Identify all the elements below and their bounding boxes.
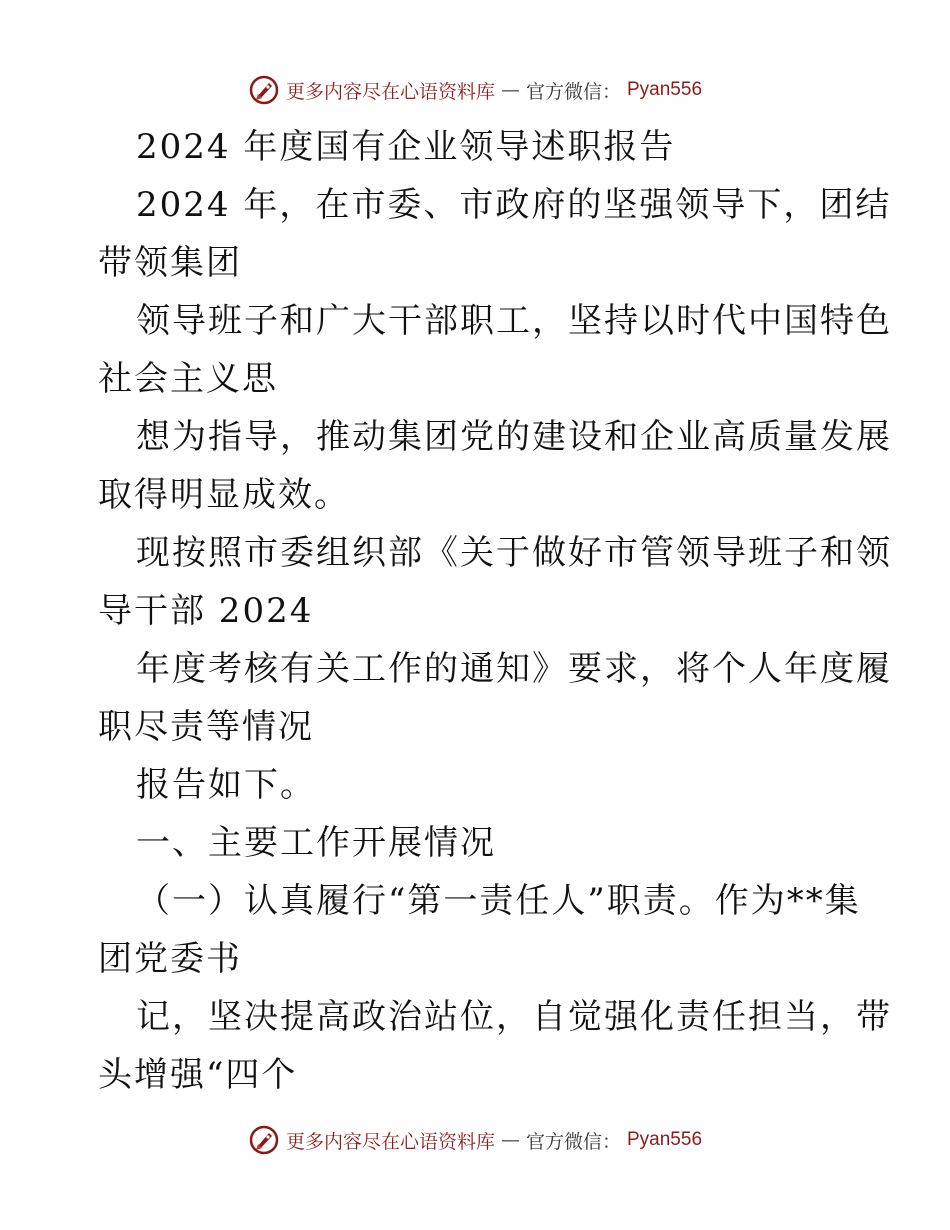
document-line: 头增强“四个 — [98, 1055, 298, 1095]
document-line: 社会主义思 — [98, 359, 278, 399]
pen-nib-logo-icon — [248, 1124, 280, 1156]
banner-official-label: 官方微信： — [525, 1130, 621, 1153]
document-line: 团党委书 — [98, 939, 242, 979]
header-banner — [0, 70, 950, 110]
banner-official-label: 官方微信： — [525, 80, 621, 103]
document-line: 导干部 2024 — [98, 591, 314, 631]
document-line: 想为指导，推动集团党的建设和企业高质量发展 — [136, 417, 892, 457]
document-line: 带领集团 — [98, 243, 242, 283]
document-line: 取得明显成效。 — [98, 475, 350, 515]
pen-nib-logo-icon — [248, 74, 280, 106]
banner-separator: — — [500, 79, 520, 101]
document-line: 领导班子和广大干部职工，坚持以时代中国特色 — [136, 301, 892, 341]
document-line: 2024 年度国有企业领导述职报告 — [136, 127, 676, 167]
banner-promo-text: 更多内容尽在心语资料库 — [285, 1130, 495, 1153]
document-line: 2024 年，在市委、市政府的坚强领导下，团结 — [136, 185, 892, 225]
document-line: （一）认真履行“第一责任人”职责。作为**集 — [136, 881, 861, 921]
document-line: 现按照市委组织部《关于做好市管领导班子和领 — [136, 533, 892, 573]
banner-wechat-id: Pyan556 — [627, 79, 703, 100]
document-body — [98, 118, 892, 1104]
banner-wechat-id: Pyan556 — [627, 1129, 703, 1150]
document-line: 报告如下。 — [136, 765, 316, 805]
banner-separator: — — [500, 1129, 520, 1151]
banner-promo-text: 更多内容尽在心语资料库 — [285, 80, 495, 103]
document-line: 一、主要工作开展情况 — [136, 823, 496, 863]
document-line: 年度考核有关工作的通知》要求，将个人年度履 — [136, 649, 892, 689]
document-line: 记，坚决提高政治站位，自觉强化责任担当，带 — [136, 997, 892, 1037]
document-line: 职尽责等情况 — [98, 707, 314, 747]
footer-banner — [0, 1120, 950, 1160]
